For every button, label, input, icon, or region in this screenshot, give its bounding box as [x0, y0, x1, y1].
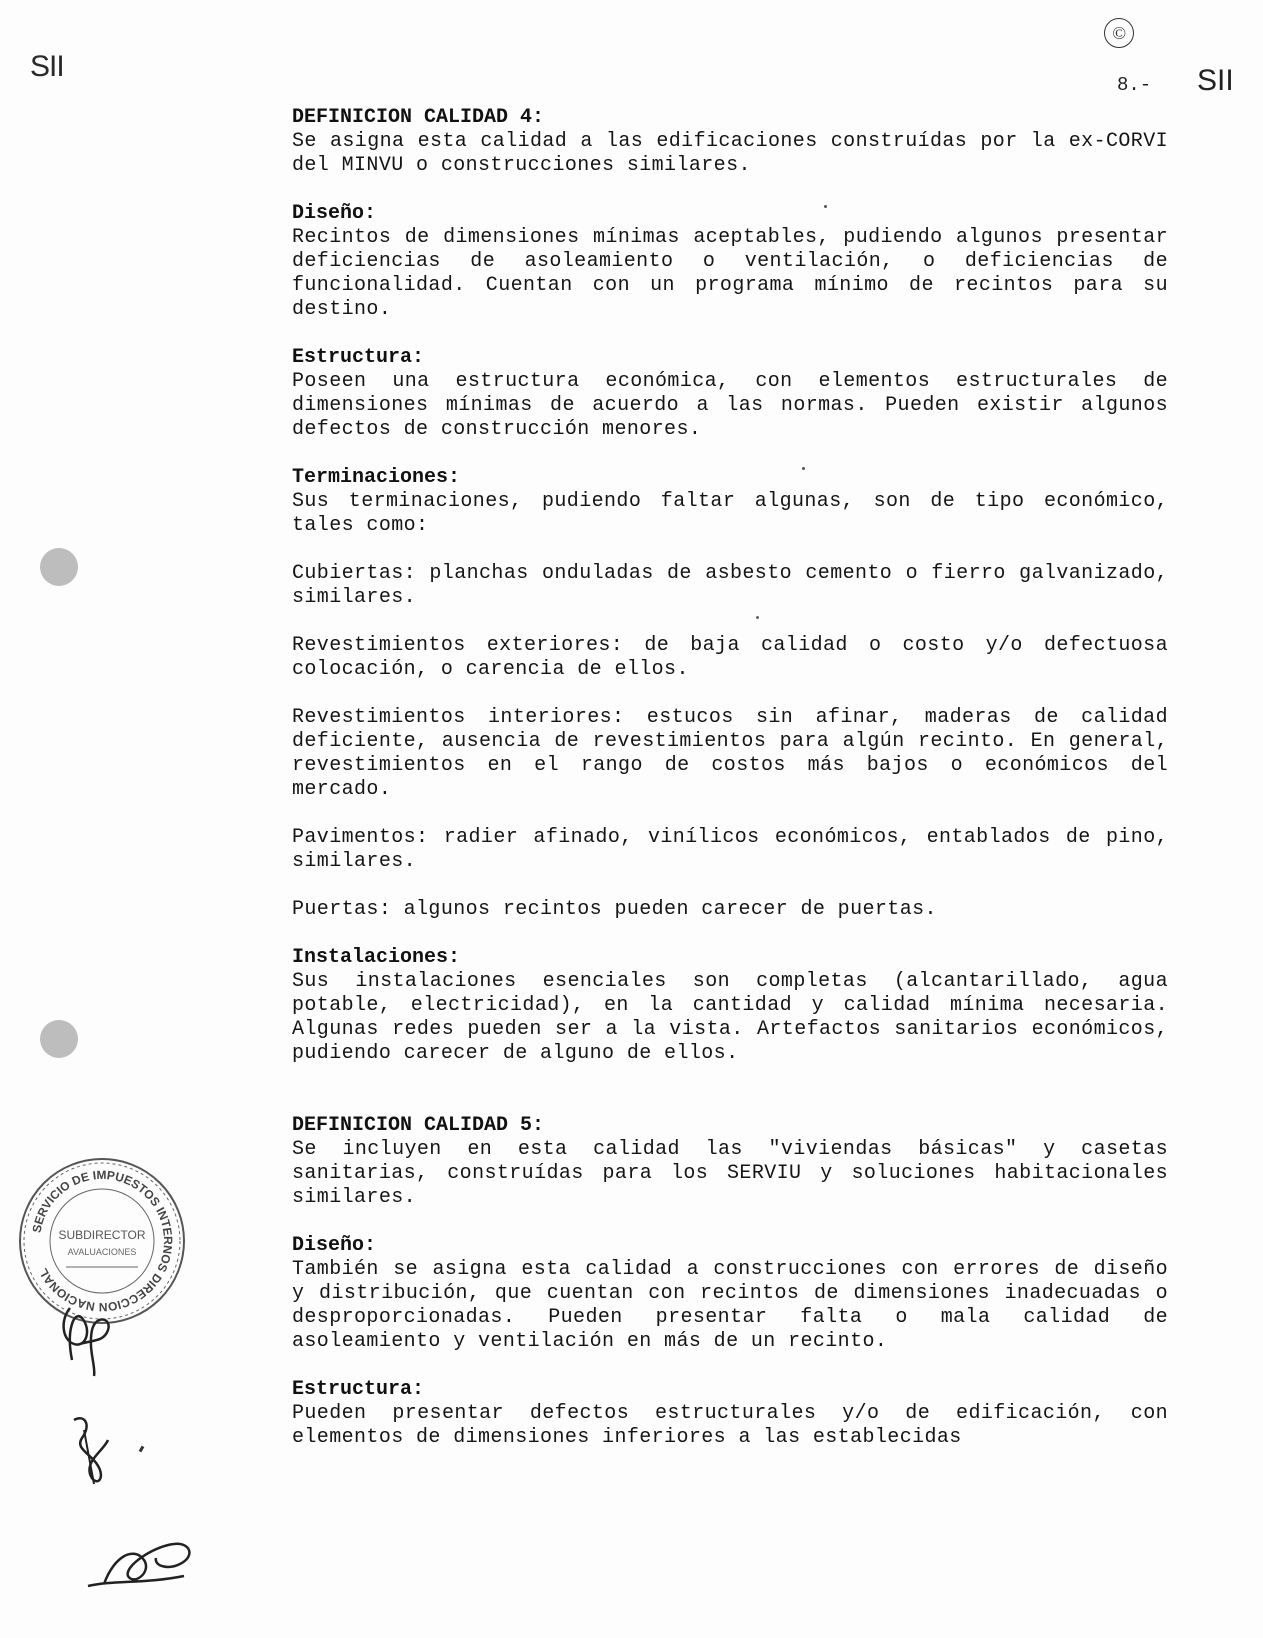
calidad-4-estructura-text: Poseen una estructura económica, con elementos estructurales de dimensiones mínimas de acuerdo a las normas. Pueden existir algunos defectos de construcción menores. — [292, 370, 1168, 441]
scan-speck — [756, 616, 759, 619]
scan-speck — [824, 205, 827, 208]
page-number: 8.- — [1117, 74, 1152, 96]
right-margin-mark: SII — [1197, 64, 1234, 97]
signature-2-icon — [64, 1410, 124, 1490]
section-title-calidad-5: DEFINICION CALIDAD 5: — [292, 1114, 545, 1137]
calidad-4-pavimentos: Pavimentos: radier afinado, vinílicos económicos, entablados de pino, similares. — [292, 826, 1168, 873]
calidad-4-diseno-text: Recintos de dimensiones mínimas aceptables, pudiendo algunos presentar deficiencias de asoleamiento o ventilación, o deficiencias de funcionalidad. Cuentan con un programa mínimo de recintos para su destino. — [292, 226, 1168, 321]
calidad-4-revestimientos-interiores: Revestimientos interiores: estucos sin afinar, maderas de calidad deficiente, ausencia de revestimientos para algún recinto. En general, revestimientos en el rango de costos más bajos o económicos del mercado. — [292, 706, 1168, 801]
calidad-4-puertas: Puertas: algunos recintos pueden carecer de puertas. — [292, 898, 937, 921]
calidad-5-estructura-text: Pueden presentar defectos estructurales y/o de edificación, con elementos de dimensiones inferiores a las establecidas — [292, 1402, 1168, 1449]
document-body — [292, 106, 1168, 1450]
calidad-4-instalaciones-text: Sus instalaciones esenciales son completas (alcantarillado, agua potable, electricidad), en la cantidad y calidad mínima necesaria. Algunas redes pueden ser a la vista. Artefactos sanitarios económicos, pudiendo carecer de alguno de ellos. — [292, 970, 1168, 1065]
scan-speck — [802, 467, 805, 470]
calidad-4-instalaciones-heading: Instalaciones: — [292, 946, 461, 969]
calidad-4-terminaciones-text: Sus terminaciones, pudiendo faltar algunas, son de tipo económico, tales como: — [292, 490, 1168, 537]
calidad-4-cubiertas: Cubiertas: planchas onduladas de asbesto cemento o fierro galvanizado, similares. — [292, 562, 1168, 609]
calidad-5-diseno-text: También se asigna esta calidad a construcciones con errores de diseño y distribución, que cuentan con recintos de dimensiones inadecuadas o desproporcionadas. Pueden presentar falta o mala calidad de asoleamiento y ventilación en más de un recinto. — [292, 1258, 1168, 1353]
stamp-center-text: SUBDIRECTOR — [58, 1228, 146, 1242]
scan-speck — [139, 1446, 145, 1453]
stamp-ring-text: SERVICIO DE IMPUESTOS INTERNOS DIRECCION NACIONAL — [29, 1167, 176, 1315]
calidad-4-diseno-heading: Diseño: — [292, 202, 377, 225]
circled-mark: © — [1104, 18, 1134, 48]
signature-3-icon — [84, 1536, 204, 1598]
left-margin-mark: SII — [30, 50, 64, 83]
calidad-5-intro: Se incluyen en esta calidad las "viviendas básicas" y casetas sanitarias, construídas para los SERVIU y soluciones habitacionales similares. — [292, 1138, 1168, 1209]
punch-hole-icon — [40, 548, 78, 586]
calidad-5-estructura-heading: Estructura: — [292, 1378, 425, 1401]
calidad-4-revestimientos-exteriores: Revestimientos exteriores: de baja calidad o costo y/o defectuosa colocación, o carencia de ellos. — [292, 634, 1168, 681]
signature-1-icon — [52, 1300, 122, 1380]
stamp-sub-text: AVALUACIONES — [67, 1247, 137, 1257]
calidad-4-terminaciones-heading: Terminaciones: — [292, 466, 461, 489]
calidad-5-diseno-heading: Diseño: — [292, 1234, 377, 1257]
section-title-calidad-4: DEFINICION CALIDAD 4: — [292, 106, 545, 129]
punch-hole-icon — [40, 1020, 78, 1058]
calidad-4-intro: Se asigna esta calidad a las edificaciones construídas por la ex-CORVI del MINVU o construcciones similares. — [292, 130, 1168, 177]
calidad-4-estructura-heading: Estructura: — [292, 346, 425, 369]
